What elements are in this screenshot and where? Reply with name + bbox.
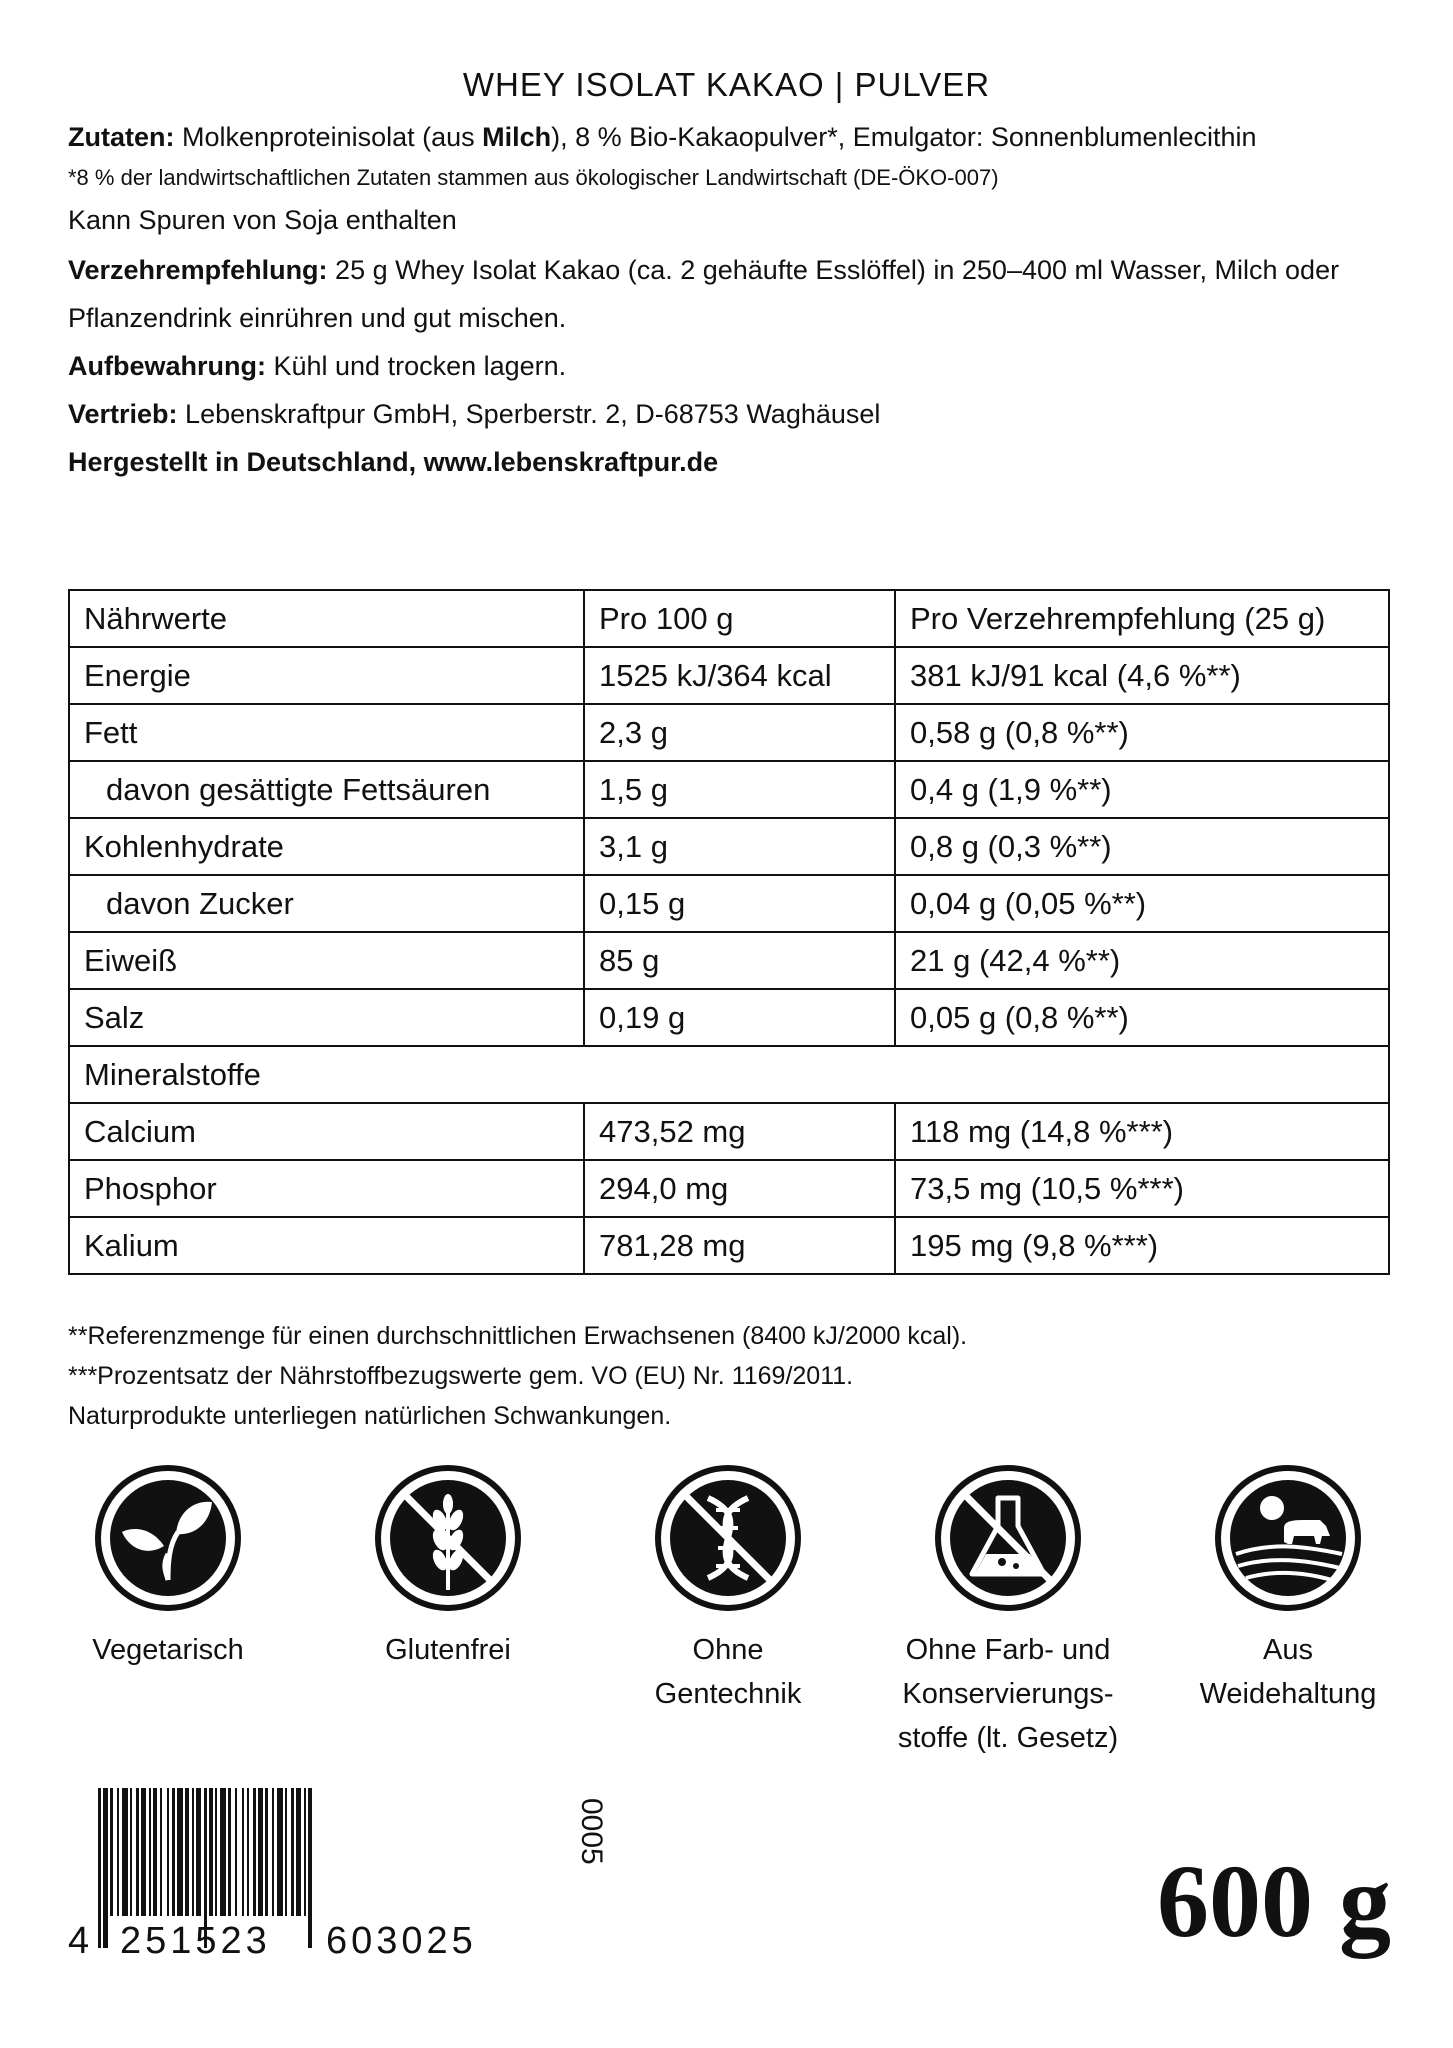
- no-flask-icon: [932, 1462, 1084, 1614]
- barcode-bar: [258, 1788, 263, 1916]
- value-per-100g: 3,1 g: [584, 818, 895, 875]
- mineral-name: Calcium: [69, 1103, 584, 1160]
- allergen-milk: Milch: [482, 122, 552, 152]
- made-in-line: Hergestellt in Deutschland, www.lebenskraftpur.de: [68, 447, 719, 477]
- value-per-serving: 0,05 g (0,8 %**): [895, 989, 1389, 1046]
- ean-barcode: [68, 1788, 628, 1968]
- barcode-bar: [253, 1788, 256, 1916]
- recommendation-line2: Pflanzendrink einrühren und gut mischen.: [68, 303, 567, 333]
- barcode-bar: [272, 1788, 274, 1916]
- badge-gmo-free: [608, 1462, 848, 1716]
- ingredients-text-b: ), 8 % Bio-Kakaopulver*, Emulgator: Sonnenblumenlecithin: [551, 122, 1257, 152]
- barcode-bar: [167, 1788, 169, 1916]
- barcode-bar: [160, 1788, 162, 1916]
- storage-text: Kühl und trocken lagern.: [265, 351, 567, 381]
- nutrition-table: [68, 589, 1390, 1275]
- barcode-bar: [291, 1788, 294, 1916]
- table-row: [69, 1103, 1389, 1160]
- barcode-bar: [285, 1788, 287, 1916]
- barcode-bar: [136, 1788, 139, 1916]
- barcode-bar: [209, 1788, 213, 1916]
- no-wheat-icon: [372, 1462, 524, 1614]
- table-row: [69, 761, 1389, 818]
- value-per-serving: 0,4 g (1,9 %**): [895, 761, 1389, 818]
- mineral-name: Phosphor: [69, 1160, 584, 1217]
- barcode-first-digit: 4: [68, 1920, 90, 1962]
- barcode-bar: [110, 1788, 113, 1916]
- nutrient-name: Eiweiß: [69, 932, 584, 989]
- barcode-bar: [220, 1788, 226, 1916]
- badge-label-line2: Konservierungs-: [902, 1678, 1114, 1710]
- value-per-100g: 1525 kJ/364 kcal: [584, 647, 895, 704]
- barcode-bar: [304, 1788, 306, 1916]
- barcode-bar: [117, 1788, 119, 1916]
- barcode-bar: [130, 1788, 132, 1916]
- no-dna-icon: [652, 1462, 804, 1614]
- nutrient-name: Fett: [69, 704, 584, 761]
- badge-no-additives: [888, 1462, 1128, 1760]
- nutrient-name: Energie: [69, 647, 584, 704]
- badge-label: Vegetarisch: [92, 1634, 244, 1666]
- barcode-right-group: 603025: [326, 1920, 477, 1962]
- footnote-reference-intake: **Referenzmenge für einen durchschnittlichen Erwachsenen (8400 kJ/2000 kcal).: [68, 1322, 968, 1350]
- barcode-bar: [215, 1788, 217, 1916]
- recommendation-label: Verzehrempfehlung:: [68, 255, 328, 285]
- value-per-100g: 0,15 g: [584, 875, 895, 932]
- value-per-100g: 294,0 mg: [584, 1160, 895, 1217]
- barcode-bar: [265, 1788, 268, 1916]
- barcode-bar: [98, 1788, 101, 1948]
- nutrient-name: Kohlenhydrate: [69, 818, 584, 875]
- leaf-icon: [92, 1462, 244, 1614]
- nutrition-header-row: [69, 590, 1389, 647]
- barcode-side-code: 0005: [575, 1798, 608, 1865]
- footnote-nutrient-reference: ***Prozentsatz der Nährstoffbezugswerte gem. VO (EU) Nr. 1169/2011.: [68, 1362, 854, 1390]
- barcode-bar: [141, 1788, 146, 1916]
- table-row: [69, 647, 1389, 704]
- recommendation-text: 25 g Whey Isolat Kakao (ca. 2 gehäufte Esslöffel) in 250–400 ml Wasser, Milch oder: [327, 255, 1340, 285]
- badge-label-line1: Ohne Farb- und: [905, 1634, 1111, 1666]
- table-row: [69, 1160, 1389, 1217]
- traces-note: Kann Spuren von Soja enthalten: [68, 205, 457, 235]
- nutrient-name: davon Zucker: [69, 875, 584, 932]
- table-row: [69, 875, 1389, 932]
- badge-label-line1: Ohne: [692, 1634, 764, 1666]
- value-per-serving: 0,58 g (0,8 %**): [895, 704, 1389, 761]
- barcode-bar: [196, 1788, 201, 1916]
- value-per-serving: 21 g (42,4 %**): [895, 932, 1389, 989]
- value-per-serving: 381 kJ/91 kcal (4,6 %**): [895, 647, 1389, 704]
- value-per-serving: 73,5 mg (10,5 %***): [895, 1160, 1389, 1217]
- header-per-100g: Pro 100 g: [584, 590, 895, 647]
- table-row: [69, 704, 1389, 761]
- barcode-bar: [172, 1788, 175, 1916]
- storage-label: Aufbewahrung:: [68, 351, 266, 381]
- badge-label: Glutenfrei: [385, 1634, 511, 1666]
- value-per-100g: 1,5 g: [584, 761, 895, 818]
- storage-line: [68, 342, 1398, 390]
- barcode-bar: [177, 1788, 183, 1916]
- barcode-bar: [296, 1788, 301, 1916]
- value-per-serving: 0,04 g (0,05 %**): [895, 875, 1389, 932]
- header-per-serving: Pro Verzehrempfehlung (25 g): [895, 590, 1389, 647]
- barcode-bar: [247, 1788, 249, 1916]
- barcode-bar: [228, 1788, 231, 1916]
- ingredients-label: Zutaten:: [68, 122, 175, 152]
- value-per-100g: 85 g: [584, 932, 895, 989]
- badge-pasture-raised: [1168, 1462, 1408, 1716]
- minerals-header: Mineralstoffe: [69, 1046, 1389, 1103]
- distribution-label: Vertrieb:: [68, 399, 178, 429]
- badge-gluten-free: [328, 1462, 568, 1672]
- pasture-cow-icon: [1212, 1462, 1364, 1614]
- value-per-serving: 0,8 g (0,3 %**): [895, 818, 1389, 875]
- minerals-header-row: [69, 1046, 1389, 1103]
- net-weight: 600 g: [1157, 1844, 1391, 1959]
- value-per-100g: 0,19 g: [584, 989, 895, 1046]
- barcode-bar: [192, 1788, 194, 1916]
- barcode-bar: [185, 1788, 189, 1916]
- nutrient-name: Salz: [69, 989, 584, 1046]
- value-per-100g: 2,3 g: [584, 704, 895, 761]
- badge-label-line3: stoffe (lt. Gesetz): [897, 1722, 1119, 1754]
- barcode-bar: [153, 1788, 157, 1916]
- barcode-left-group: 251523: [120, 1920, 271, 1962]
- table-row: [69, 818, 1389, 875]
- value-per-100g: 781,28 mg: [584, 1217, 895, 1274]
- barcode-bar: [103, 1788, 108, 1948]
- ingredients-line: [68, 113, 1398, 161]
- barcode-bar: [242, 1788, 244, 1916]
- nutrient-name: davon gesättigte Fettsäuren: [69, 761, 584, 818]
- badge-label-line2: Weidehaltung: [1199, 1678, 1377, 1710]
- ingredients-text-a: Molkenproteinisolat (aus: [174, 122, 483, 152]
- footnotes: [68, 1316, 967, 1436]
- badge-label-line2: Gentechnik: [654, 1678, 802, 1710]
- badge-row: [0, 1462, 1453, 1762]
- distribution-line: [68, 390, 1398, 438]
- header-nutrient: Nährwerte: [69, 590, 584, 647]
- badge-vegetarian: [48, 1462, 288, 1672]
- barcode-bar: [277, 1788, 283, 1916]
- organic-note: *8 % der landwirtschaftlichen Zutaten stammen aus ökologischer Landwirtschaft (DE-ÖKO-007): [68, 165, 999, 190]
- table-row: [69, 989, 1389, 1046]
- barcode-bar: [149, 1788, 151, 1916]
- recommendation-line1: [68, 246, 1398, 294]
- table-row: [69, 1217, 1389, 1274]
- mineral-name: Kalium: [69, 1217, 584, 1274]
- barcode-bar: [308, 1788, 312, 1948]
- product-title: WHEY ISOLAT KAKAO | PULVER: [462, 66, 991, 103]
- distribution-text: Lebenskraftpur GmbH, Sperberstr. 2, D-68753 Waghäusel: [177, 399, 881, 429]
- value-per-serving: 118 mg (14,8 %***): [895, 1103, 1389, 1160]
- barcode-bar: [122, 1788, 128, 1916]
- value-per-100g: 473,52 mg: [584, 1103, 895, 1160]
- badge-label-line1: Aus: [1263, 1634, 1313, 1666]
- table-row: [69, 932, 1389, 989]
- barcode-bar: [235, 1788, 237, 1916]
- footnote-natural-variation: Naturprodukte unterliegen natürlichen Schwankungen.: [68, 1402, 672, 1430]
- value-per-serving: 195 mg (9,8 %***): [895, 1217, 1389, 1274]
